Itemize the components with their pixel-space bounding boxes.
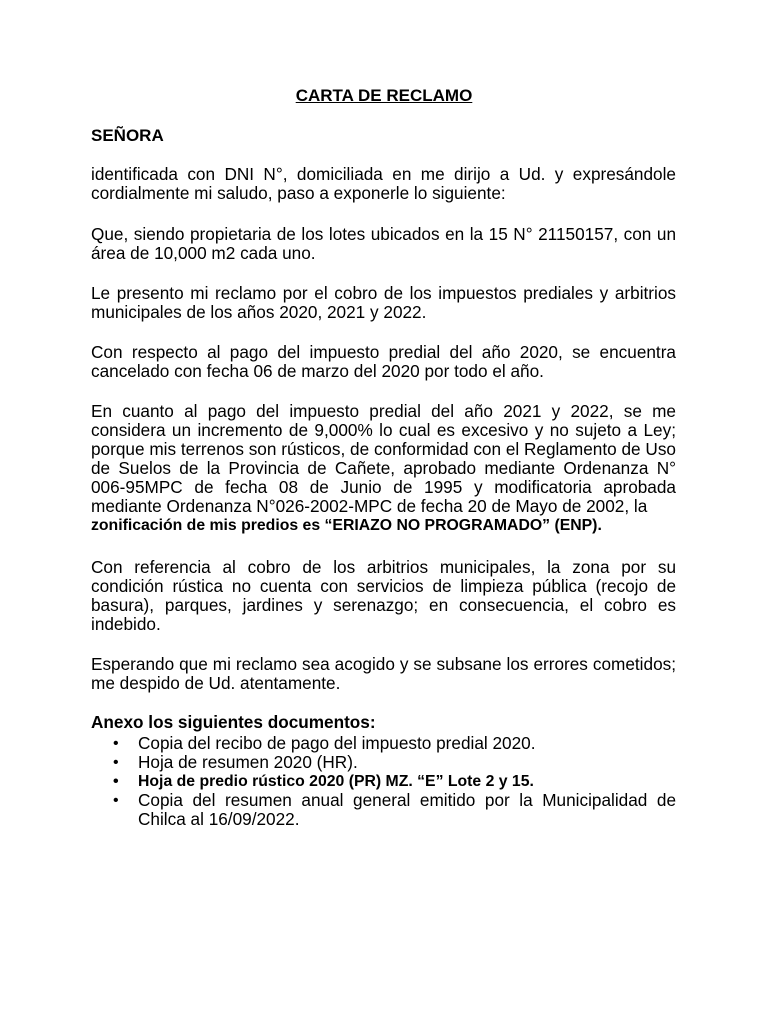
bullet-icon: • [113, 754, 119, 771]
paragraph-property: Que, siendo propietaria de los lotes ubicados en la 15 N° 21150157, con un área de 10,000 m2 cada uno. [91, 224, 676, 263]
annex-item-text: Copia del recibo de pago del impuesto predial 2020. [138, 733, 536, 753]
paragraph-2021-2022-tax [91, 402, 676, 535]
annex-item-text: Hoja de predio rústico 2020 (PR) MZ. “E” Lote 2 y 15. [138, 773, 534, 790]
letter-title: CARTA DE RECLAMO [295, 86, 473, 105]
annex-list [91, 734, 676, 829]
paragraph-zoning-statement: zonificación de mis predios es “ERIAZO NO PROGRAMADO” (ENP). [91, 517, 602, 534]
bullet-icon: • [113, 735, 119, 752]
annex-item [91, 791, 676, 829]
paragraph-intro: identificada con DNI N°, domiciliada en me dirijo a Ud. y expresándole cordialmente mi saludo, paso a exponerle lo siguiente: [91, 164, 676, 203]
paragraph-arbitrios: Con referencia al cobro de los arbitrios municipales, la zona por su condición rústica no cuenta con servicios de limpieza pública (recojo de basura), parques, jardines y serenazgo; en consecuencia, el cobro es indebido. [91, 557, 676, 634]
bullet-icon: • [113, 773, 119, 790]
annex-item [91, 734, 676, 753]
annex-heading: Anexo los siguientes documentos: [91, 712, 376, 732]
paragraph-2020-tax: Con respecto al pago del impuesto predial del año 2020, se encuentra cancelado con fecha 06 de marzo del 2020 por todo el año. [91, 342, 676, 381]
paragraph-closing: Esperando que mi reclamo sea acogido y se subsane los errores cometidos; me despido de Ud. atentamente. [91, 654, 676, 693]
annex-item-text: Hoja de resumen 2020 (HR). [138, 752, 358, 772]
annex-item-text: Copia del resumen anual general emitido por la Municipalidad de Chilca al 16/09/2022. [138, 790, 676, 829]
paragraph-2021-2022-body: En cuanto al pago del impuesto predial del año 2021 y 2022, se me considera un incremento de 9,000% lo cual es excesivo y no sujeto a Ley; porque mis terrenos son rústicos, de conformidad con el Reglamento de Uso de Suelos de la Provincia de Cañete, aprobado mediante Ordenanza N° 006-95MPC de fecha 08 de Junio de 1995 y modificatoria aprobada mediante Ordenanza N°026-2002-MPC de fecha 20 de Mayo de 2002, la [91, 401, 676, 516]
paragraph-claim: Le presento mi reclamo por el cobro de los impuestos prediales y arbitrios municipales de los años 2020, 2021 y 2022. [91, 283, 676, 322]
annex-item [91, 753, 676, 772]
salutation: SEÑORA [91, 126, 164, 145]
annex-item [91, 772, 676, 791]
bullet-icon: • [113, 792, 119, 809]
